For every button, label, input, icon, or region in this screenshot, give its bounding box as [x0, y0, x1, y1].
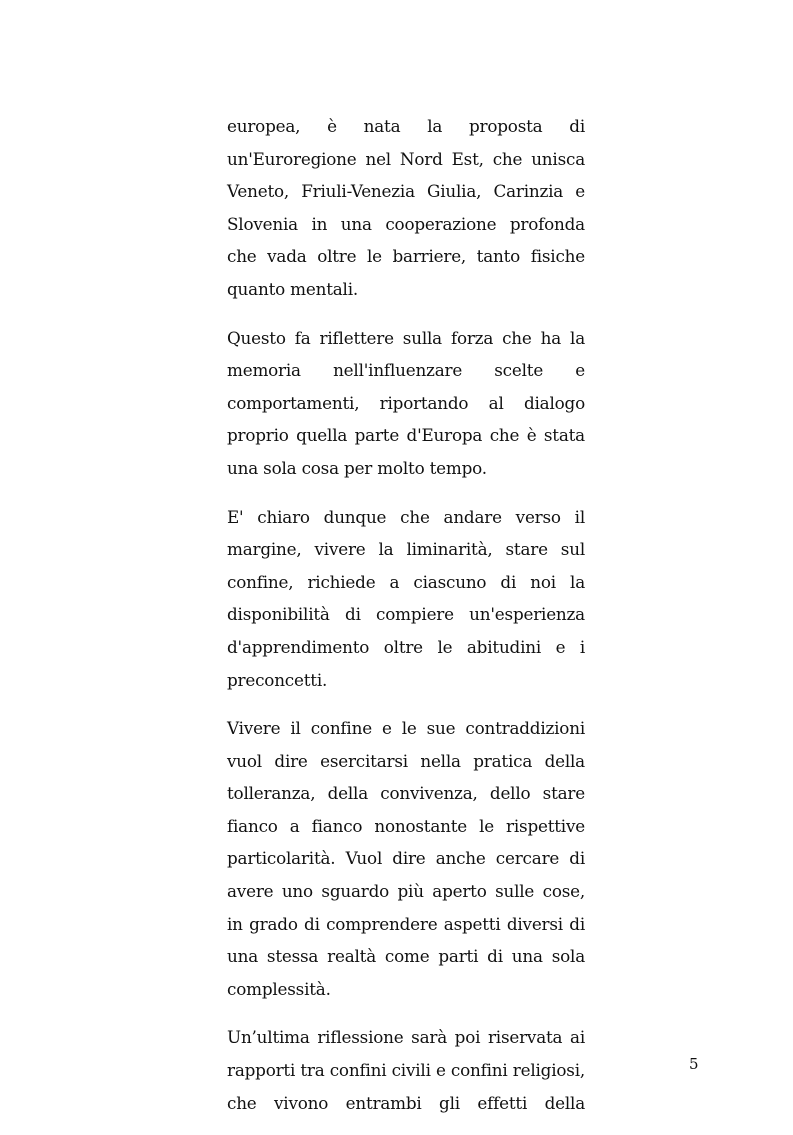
paragraph-euroregione: europea, è nata la proposta di un'Euroregione nel Nord Est, che unisca Veneto, Friuli-Venezia Giulia, Carinzia e Slovenia in una cooperazione profonda che vada oltre le barriere, tanto fisiche quanto mentali.: [227, 116, 585, 299]
paragraph-margine: E' chiaro dunque che andare verso il margine, vivere la liminarità, stare sul confine, richiede a ciascuno di noi la disponibilità di compiere un'esperienza d'apprendimento oltre le abitudini e i preconcetti.: [227, 506, 585, 690]
paragraph-confine: Vivere il confine e le sue contraddizioni vuol dire esercitarsi nella pratica della tolleranza, della convivenza, dello stare fianco a fianco nonostante le rispettive particolarità. Vuol dire anche cercare di avere uno sguardo più aperto sulle cose, in grado di comprendere aspetti diversi di una stessa realtà come parti di una sola complessità.: [227, 718, 585, 999]
body-text: [227, 110, 585, 1135]
page-number: 5: [689, 1055, 699, 1073]
paragraph-ultima-riflessione: Un’ultima riflessione sarà poi riservata ai rapporti tra confini civili e confini religiosi, che vivono entrambi gli effetti della: [227, 1027, 585, 1113]
paragraph-memoria: Questo fa riflettere sulla forza che ha la memoria nell'influenzare scelte e comportamenti, riportando al dialogo proprio quella parte d'Europa che è stata una sola cosa per molto tempo.: [227, 327, 585, 478]
